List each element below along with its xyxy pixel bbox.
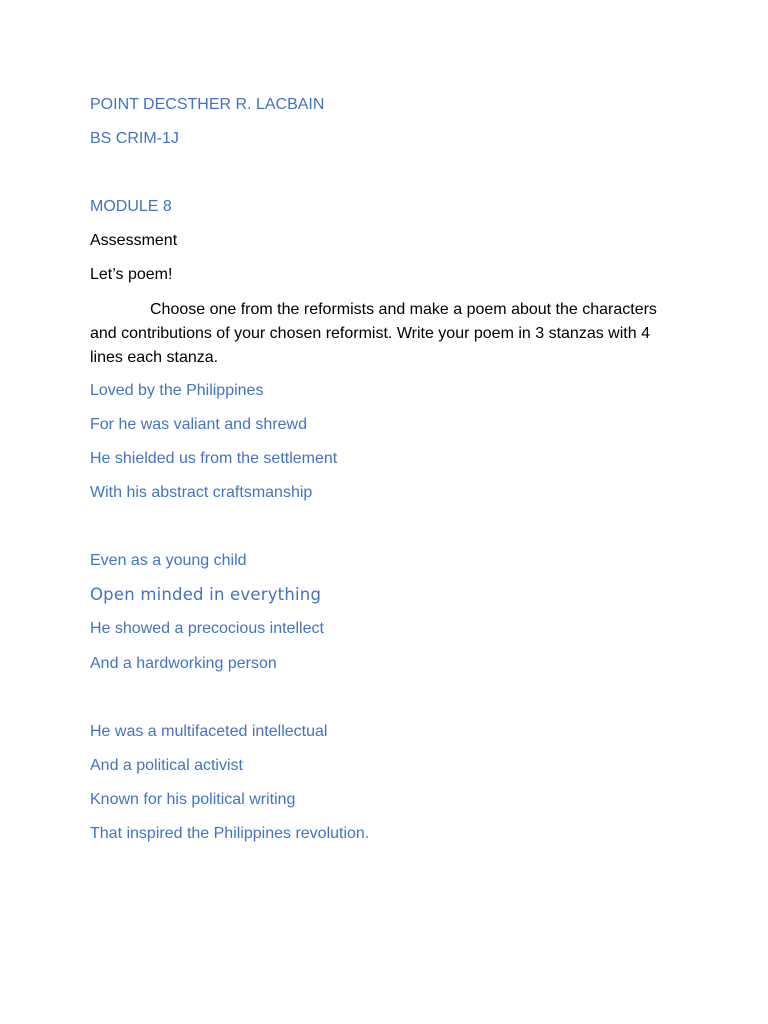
poem-line: He shielded us from the settlement: [90, 450, 338, 467]
poem-line: For he was valiant and shrewd: [90, 416, 307, 433]
assessment-heading: Assessment: [90, 232, 178, 249]
poem-line: Open minded in everything: [90, 585, 322, 604]
poem-line: He was a multifaceted intellectual: [90, 723, 328, 740]
poem-line: And a political activist: [90, 757, 243, 774]
module-title: MODULE 8: [90, 198, 172, 215]
poem-line: Loved by the Philippines: [90, 382, 264, 399]
instructions-paragraph: Choose one from the reformists and make a poem about the characters and contributions of your chosen reformist. Write your poem in 3 stanzas with 4 lines each stanza.: [90, 301, 657, 366]
poem-line: With his abstract craftsmanship: [90, 484, 313, 501]
poem-line: That inspired the Philippines revolution.: [90, 825, 370, 842]
poem-line: And a hardworking person: [90, 655, 277, 672]
poem-line: He showed a precocious intellect: [90, 620, 324, 637]
course-section: BS CRIM-1J: [90, 130, 179, 147]
poem-line: Known for his political writing: [90, 791, 296, 808]
poem-line: Even as a young child: [90, 552, 247, 569]
assessment-subtitle: Let’s poem!: [90, 266, 173, 283]
student-name: POINT DECSTHER R. LACBAIN: [90, 96, 325, 113]
